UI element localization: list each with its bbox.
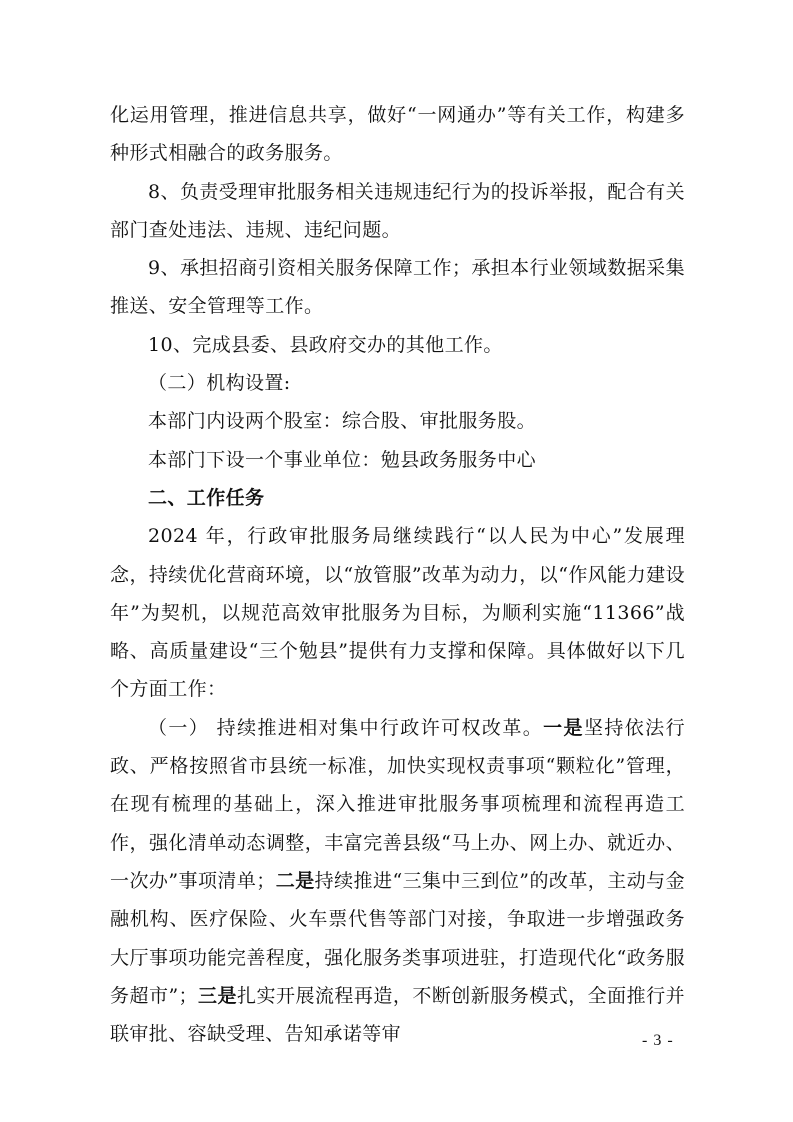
- section-intro-paragraph: 2024 年，行政审批服务局继续践行“以人民为中心”发展理念，持续优化营商环境，以“放管服”改革为动力，以“作风能力建设年”为契机，以规范高效审批服务为目标，为顺利实施“11366”战略、高质量建设“三个勉县”提供有力支撑和保障。具体做好以下几个方面工作：: [110, 525, 685, 701]
- page-number: - 3 -: [642, 1032, 674, 1049]
- part-label-first: 一是: [543, 716, 584, 739]
- paragraph-item-10: 10、完成县委、县政府交办的其他工作。: [148, 333, 503, 356]
- paragraph-item-8: 8、负责受理审批服务相关违规违纪行为的投诉举报，配合有关部门查处违法、违规、违纪问题。: [110, 180, 685, 241]
- document-body: [110, 96, 685, 1053]
- section-heading: 二、工作任务: [148, 486, 265, 509]
- part-text-third: 扎实开展流程再造，不断创新服务模式，全面推行并联审批、容缺受理、告知承诺等审: [110, 984, 685, 1046]
- paragraph-continuation: 化运用管理，推进信息共享，做好“一网通办”等有关工作，构建多种形式相融合的政务服务。: [110, 104, 685, 165]
- subheading-organization: （二）机构设置:: [148, 372, 291, 395]
- paragraph-item-9: 9、承担招商引资相关服务保障工作；承担本行业领域数据采集推送、安全管理等工作。: [110, 257, 685, 318]
- part-label-third: 三是: [197, 984, 238, 1007]
- subsection-paragraph: [110, 709, 685, 1054]
- part-text-first: 坚持依法行政、严格按照省市县统一标准，加快实现权责事项“颗粒化”管理，在现有梳理的基础上，深入推进审批服务事项梳理和流程再造工作，强化清单动态调整，丰富完善县级“马上办、网上办、就近办、一次办”事项清单；: [110, 716, 685, 892]
- paragraph-subordinate-unit: 本部门下设一个事业单位：勉县政务服务中心: [148, 448, 537, 471]
- subsection-lead: （一） 持续推进相对集中行政许可权改革。: [148, 716, 544, 739]
- paragraph-internal-units: 本部门内设两个股室：综合股、审批服务股。: [148, 410, 537, 433]
- part-label-second: 二是: [275, 869, 315, 892]
- part-text-second: 持续推进“三集中三到位”的改革，主动与金融机构、医疗保险、火车票代售等部门对接，争取进一步增强政务大厅事项功能完善程度，强化服务类事项进驻，打造现代化“政务服务超市”；: [110, 869, 685, 1007]
